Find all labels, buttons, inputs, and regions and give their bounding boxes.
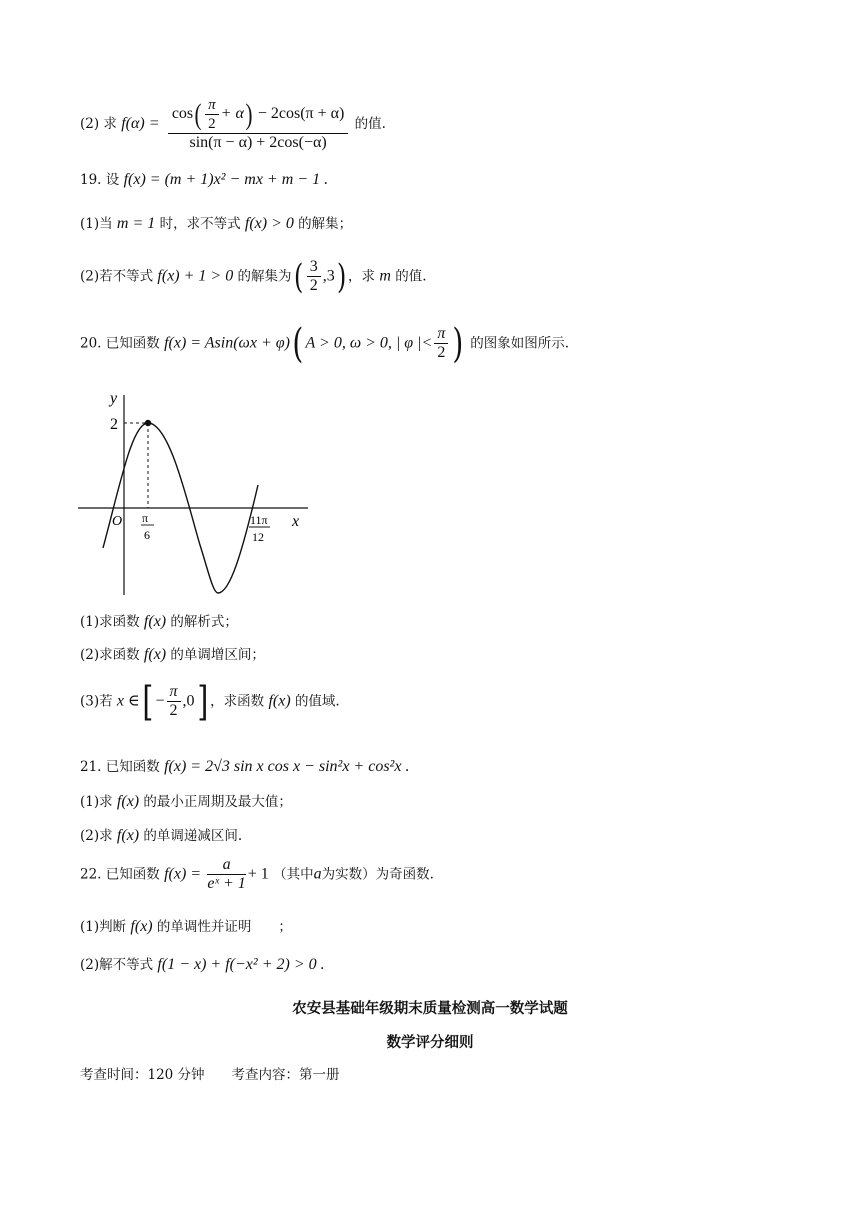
- q20-cond-den: 2: [437, 344, 446, 361]
- q20-part2-f: f(x): [143, 646, 167, 663]
- q21-part1: [80, 792, 292, 812]
- q20-part2-tail: 的单调增区间；: [170, 647, 265, 663]
- q22-part1-f: f(x): [130, 918, 153, 935]
- q18-pi: π: [205, 96, 219, 115]
- q20-part3-den: 2: [169, 702, 178, 719]
- q18-denominator: sin(π − α) + 2cos(−α): [189, 134, 327, 151]
- q22-frac-num: a: [207, 856, 245, 875]
- q22-note-b: 为实数）为奇函数.: [321, 866, 434, 883]
- tick2-denominator: 12: [252, 530, 264, 544]
- q20-condition: A > 0, ω > 0, | φ |<: [305, 334, 433, 352]
- sine-graph: [70, 385, 330, 605]
- q22-frac-den: eˣ + 1: [207, 875, 246, 892]
- q19-expression: f(x) = (m + 1)x² − mx + m − 1 .: [123, 171, 329, 188]
- q20-part1: [80, 612, 238, 632]
- q20-part3-x: x ∈: [116, 692, 140, 710]
- q22-number: 22. 已知函数: [80, 866, 160, 883]
- q19-number: 19. 设: [80, 172, 120, 188]
- q20-cond-num: π: [434, 325, 448, 344]
- q19-part2-tail-a: ，求: [348, 268, 376, 285]
- q19-part2-number: (2)若不等式: [80, 268, 154, 285]
- q20-part3-mid: ，求函数: [210, 693, 265, 710]
- x-axis-label: x: [292, 513, 300, 530]
- q20-part2: [80, 645, 265, 665]
- exam-subtitle: 数学评分细则: [386, 1035, 474, 1051]
- q22-part1: [80, 917, 292, 937]
- q19-part1-tail: 的解集；: [298, 216, 353, 232]
- q20-expression: f(x) = Asin(ωx + φ): [164, 334, 290, 352]
- q22-plus-one: + 1: [247, 865, 269, 883]
- q19-part2-tail-b: 的值.: [395, 268, 427, 285]
- q22-note-a: （其中: [273, 866, 314, 883]
- q21-part1-f: f(x): [116, 793, 140, 810]
- q20-number: 20. 已知函数: [80, 335, 160, 352]
- q21-part1-text: (1)求: [80, 794, 113, 810]
- q20-part3-text: (3)若: [80, 693, 113, 710]
- q22-part2-expression: f(1 − x) + f(−x² + 2) > 0 .: [157, 956, 325, 973]
- q20-part3-num: π: [167, 683, 181, 702]
- q18-cos-label: cos: [171, 105, 194, 123]
- q19-part2: (2)若不等式 f(x) + 1 > 0 的解集为( $\frac{3}{2}$ ,3) ，求 m 的值.: [80, 256, 427, 297]
- exam-info: 考查时间：120 分钟 考查内容：第一册: [80, 1067, 340, 1083]
- q20-stem-tail: 的图象如图所示.: [470, 335, 570, 352]
- q21-expression: f(x) = 2√3 sin x cos x − sin²x + cos²x .: [164, 758, 410, 775]
- q22-stem: [80, 856, 434, 900]
- q21-part2-tail: 的单调递减区间.: [143, 828, 243, 844]
- q19-part1-number: (1)当: [80, 216, 113, 232]
- q22-part1-tail: 的单调性并证明 ；: [156, 919, 292, 935]
- q18-part2-number: (2): [80, 116, 100, 132]
- y-tick-label: 2: [110, 416, 118, 433]
- q19-frac-num: 3: [307, 258, 321, 277]
- q19-part1-inequality: f(x) > 0: [244, 215, 294, 232]
- y-axis-label: y: [110, 390, 118, 407]
- q20-part1-text: (1)求函数: [80, 614, 140, 630]
- q18-part2-tail: 的值.: [354, 116, 386, 132]
- q21-part2: [80, 826, 242, 846]
- q19-part2-mid: 的解集为: [237, 268, 292, 285]
- q19-part2-inequality: f(x) + 1 > 0: [157, 267, 234, 285]
- q18-plus-alpha: + α: [220, 105, 244, 123]
- tick1-denominator: 6: [144, 528, 150, 542]
- q22-part2: [80, 955, 325, 975]
- q20-part3-minus: −: [155, 692, 165, 710]
- q21-part2-f: f(x): [116, 827, 140, 844]
- q20-part3: (3)若 x ∈[ − $\frac{\pi}{2}$ ,0] ，求函数 f(x) 的值域.: [80, 678, 340, 725]
- q21-part1-tail: 的最小正周期及最大值；: [143, 794, 292, 810]
- q19-part1-condition: m = 1: [116, 215, 156, 232]
- q18-two: 2: [208, 116, 216, 132]
- q19-stem: [80, 170, 328, 190]
- q21-part2-text: (2)求: [80, 828, 113, 844]
- q22-part1-text: (1)判断: [80, 919, 127, 935]
- q22-part2-text: (2)解不等式: [80, 957, 154, 973]
- tick1-numerator: π: [142, 511, 149, 525]
- q20-part3-f: f(x): [268, 692, 291, 710]
- q20-part1-tail: 的解析式；: [170, 614, 238, 630]
- tick2-numerator: 11π: [250, 513, 268, 527]
- q18-part2-ask: 求: [103, 116, 117, 132]
- q19-part1: [80, 214, 352, 234]
- origin-label: O: [112, 514, 123, 529]
- q20-part3-tail: 的值域.: [294, 693, 340, 710]
- q22-a-var: a: [313, 865, 322, 883]
- q20-part2-text: (2)求函数: [80, 647, 140, 663]
- q20-stem: 20. 已知函数 f(x) = Asin(ωx + φ)( A > 0, ω > 0, | φ |< $\frac{\pi}{2}$ ) 的图象如图所示.: [80, 320, 570, 367]
- q19-part1-text: 时，求不等式: [159, 216, 241, 232]
- q18-part2: [80, 96, 386, 151]
- q18-main-fraction: cos( $\frac{\pi}{2}$ + α) − 2cos(π + α) sin(π − α) + 2cos(−α): [168, 96, 349, 152]
- q19-part2-m: m: [379, 267, 391, 285]
- q20-part3-right: ,0: [182, 692, 195, 710]
- q21-number: 21. 已知函数: [80, 759, 160, 775]
- q18-part2-fname: f(α) =: [121, 115, 160, 132]
- q19-interval-right: ,3: [322, 267, 335, 285]
- q18-numerator-rest: − 2cos(π + α): [257, 105, 345, 123]
- q22-fname: f(x) =: [164, 865, 202, 883]
- exam-title: 农安县基础年级期末质量检测高一数学试题: [292, 1001, 568, 1017]
- q20-part1-f: f(x): [143, 613, 167, 630]
- q21-stem: [80, 757, 409, 777]
- q19-frac-den: 2: [309, 277, 318, 294]
